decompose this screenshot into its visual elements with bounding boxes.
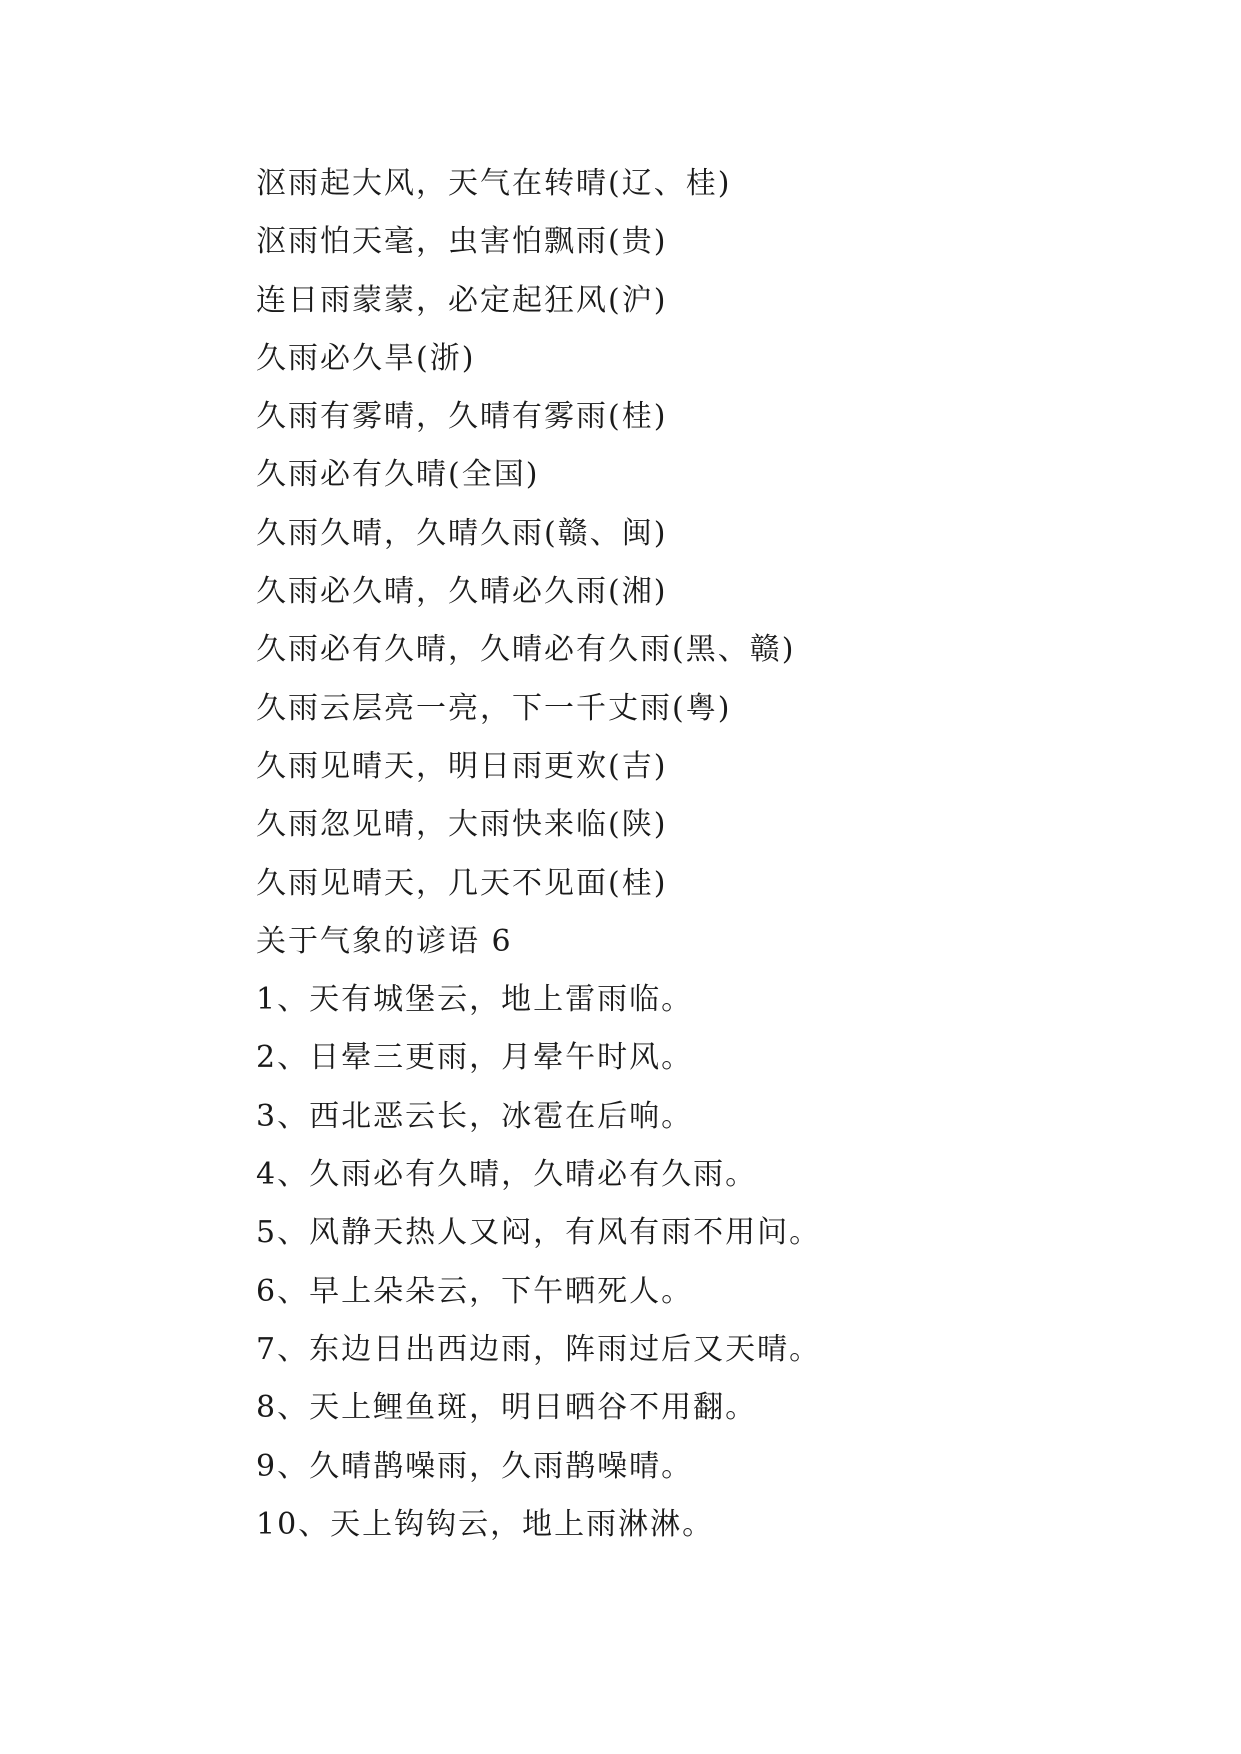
- numbered-proverb: 5、风静天热人又闷，有风有雨不用问。: [256, 1215, 822, 1251]
- proverb-line: 沤雨起大风，天气在转晴(辽、桂): [256, 166, 732, 201]
- section-heading: 关于气象的谚语 6: [256, 923, 513, 959]
- numbered-proverb: 7、东边日出西边雨，阵雨过后又天晴。: [256, 1331, 822, 1367]
- proverb-line: 久雨必有久晴，久晴必有久雨(黑、赣): [256, 632, 796, 668]
- numbered-proverb: 2、日晕三更雨，月晕午时风。: [256, 1040, 694, 1076]
- proverb-line: 久雨有雾晴，久晴有雾雨(桂): [256, 399, 668, 435]
- proverb-line: 久雨忽见晴，大雨快来临(陕): [256, 807, 668, 843]
- numbered-proverb: 6、早上朵朵云，下午晒死人。: [256, 1273, 694, 1309]
- numbered-proverb: 10、天上钩钩云，地上雨淋淋。: [256, 1506, 715, 1542]
- numbered-proverb: 4、久雨必有久晴，久晴必有久雨。: [256, 1157, 758, 1193]
- proverb-line: 久雨云层亮一亮，下一千丈雨(粤): [256, 690, 732, 726]
- proverb-line: 连日雨蒙蒙，必定起狂风(沪): [256, 282, 668, 318]
- numbered-proverb: 3、西北恶云长，冰雹在后响。: [256, 1098, 694, 1134]
- proverb-line: 久雨见晴天，几天不见面(桂): [256, 865, 668, 901]
- numbered-proverb: 8、天上鲤鱼斑，明日晒谷不用翻。: [256, 1390, 758, 1426]
- proverb-line: 久雨必久晴，久晴必久雨(湘): [256, 574, 668, 610]
- proverb-line: 久雨必有久晴(全国): [256, 457, 540, 493]
- proverb-line: 久雨见晴天，明日雨更欢(吉): [256, 748, 668, 784]
- numbered-proverb: 9、久晴鹊噪雨，久雨鹊噪晴。: [256, 1448, 694, 1484]
- proverb-line: 久雨久晴，久晴久雨(赣、闽): [256, 515, 668, 551]
- proverb-line: 久雨必久旱(浙): [256, 340, 476, 376]
- proverb-line: 沤雨怕天毫，虫害怕飘雨(贵): [256, 224, 668, 260]
- document-body: [256, 155, 1156, 1554]
- numbered-proverb: 1、天有城堡云，地上雷雨临。: [256, 982, 694, 1018]
